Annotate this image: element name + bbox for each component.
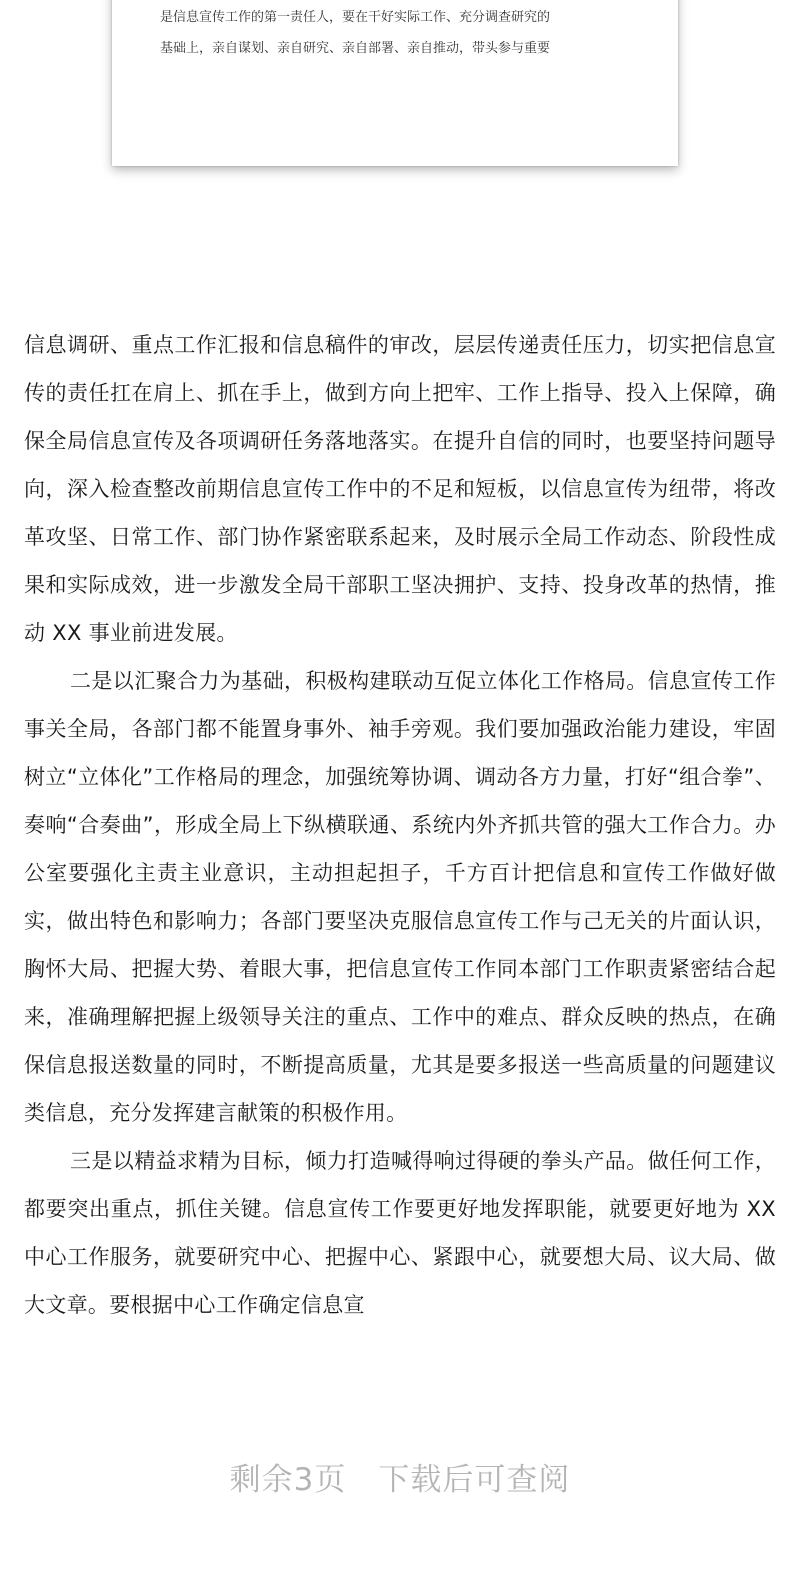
preview-line-1: 是信息宣传工作的第一责任人，要在干好实际工作、充分调查研究的 xyxy=(160,10,551,25)
document-body xyxy=(24,321,776,1329)
paragraph-3: 三是以精益求精为目标，倾力打造喊得响过得硬的拳头产品。做任何工作，都要突出重点，抓住关键。信息宣传工作要更好地发挥职能，就要更好地为 XX 中心工作服务，就要研究中心、把握中心、紧跟中心，就要想大局、议大局、做大文章。要根据中心工作确定信息宣 xyxy=(24,1149,776,1317)
download-prompt-banner[interactable] xyxy=(0,1460,800,1500)
preview-page-card xyxy=(112,0,678,166)
paragraph-1: 信息调研、重点工作汇报和信息稿件的审改，层层传递责任压力，切实把信息宣传的责任扛在肩上、抓在手上，做到方向上把牢、工作上指导、投入上保障，确保全局信息宣传及各项调研任务落地落实。在提升自信的同时，也要坚持问题导向，深入检查整改前期信息宣传工作中的不足和短板，以信息宣传为纽带，将改革攻坚、日常工作、部门协作紧密联系起来，及时展示全局工作动态、阶段性成果和实际成效，进一步激发全局干部职工坚决拥护、支持、投身改革的热情，推动 XX 事业前进发展。 xyxy=(24,333,776,645)
paragraph-2: 二是以汇聚合力为基础，积极构建联动互促立体化工作格局。信息宣传工作事关全局，各部门都不能置身事外、袖手旁观。我们要加强政治能力建设，牢固树立“立体化”工作格局的理念，加强统筹协调、调动各方力量，打好“组合拳”、奏响“合奏曲”，形成全局上下纵横联通、系统内外齐抓共管的强大工作合力。办公室要强化主责主业意识，主动担起担子，千方百计把信息和宣传工作做好做实，做出特色和影响力；各部门要坚决克服信息宣传工作与己无关的片面认识，胸怀大局、把握大势、着眼大事，把信息宣传工作同本部门工作职责紧密结合起来，准确理解把握上级领导关注的重点、工作中的难点、群众反映的热点，在确保信息报送数量的同时，不断提高质量，尤其是要多报送一些高质量的问题建议类信息，充分发挥建言献策的积极作用。 xyxy=(24,669,776,1125)
remaining-pages-label: 剩余3页 xyxy=(229,1462,347,1498)
download-to-view-label: 下载后可查阅 xyxy=(378,1462,571,1498)
preview-line-2: 基础上，亲自谋划、亲自研究、亲自部署、亲自推动，带头参与重要 xyxy=(160,41,551,56)
